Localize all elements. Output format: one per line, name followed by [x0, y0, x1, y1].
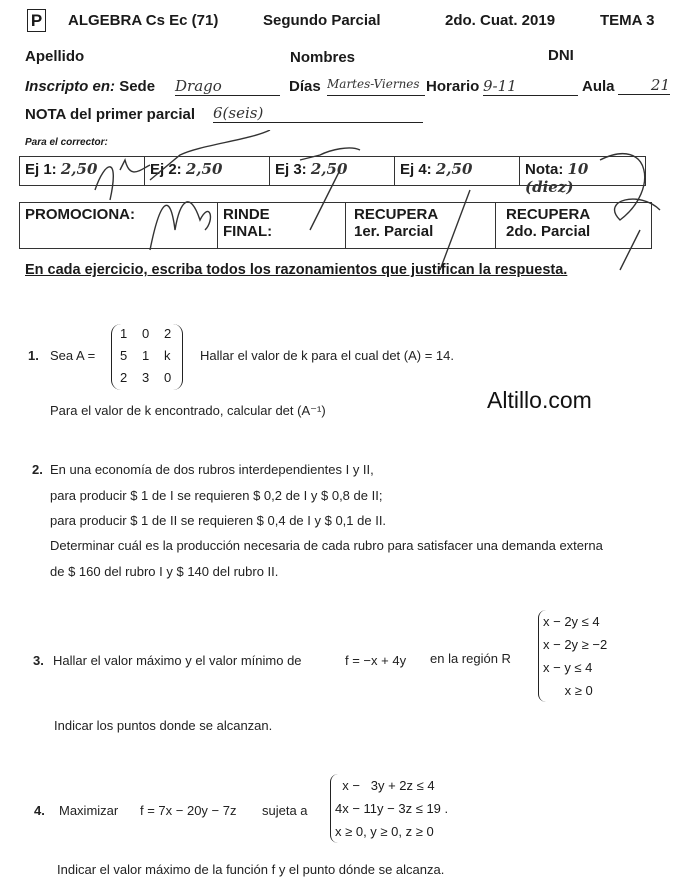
nota-grade[interactable]: 10 (diez) — [525, 160, 589, 196]
corrector-label: Para el corrector: — [25, 137, 108, 148]
recupera2-parcial-label: 2do. Parcial — [506, 223, 591, 240]
exam-title: Segundo Parcial — [263, 12, 381, 29]
instruction-text: En cada ejercicio, escriba todos los razonamientos que justifican la respuesta. — [25, 262, 568, 278]
q4-text2: Indicar el valor máximo de la función f y el punto dónde se alcanza. — [57, 862, 445, 877]
promociona-label: PROMOCIONA: — [25, 206, 135, 223]
q1-number: 1. — [28, 348, 39, 363]
q4-text: Maximizar — [59, 803, 119, 818]
q2-line: para producir $ 1 de I se requieren $ 0,2 de I y $ 0,8 de II; — [50, 488, 383, 503]
ej2-grade[interactable]: 2,50 — [185, 160, 223, 178]
rinde-label: RINDE — [223, 206, 270, 223]
apellido-label: Apellido — [25, 48, 85, 65]
q4-sujeta: sujeta a — [262, 803, 308, 818]
exam-topic: TEMA 3 — [600, 12, 655, 29]
horario-field[interactable]: 9-11 — [483, 77, 578, 96]
q1-text: Hallar el valor de k para el cual det (A) = 14. — [200, 348, 454, 363]
nombres-label: Nombres — [290, 49, 356, 66]
q4-function: f = 7x − 20y − 7z — [140, 803, 237, 818]
watermark: Altillo.com — [487, 387, 592, 413]
horario-label: Horario — [426, 78, 480, 95]
ej1-grade[interactable]: 2,50 — [60, 160, 98, 178]
nota-label: Nota: — [525, 161, 564, 178]
nota-primer-field[interactable]: 6(seis) — [213, 104, 423, 123]
sede-field[interactable]: Drago — [175, 77, 280, 96]
final-label: FINAL: — [223, 223, 273, 240]
ej1-label: Ej 1: — [25, 161, 57, 178]
recupera2-label: RECUPERA — [506, 206, 591, 223]
q3-text: Hallar el valor máximo y el valor mínimo de — [53, 653, 302, 668]
ej3-label: Ej 3: — [275, 161, 307, 178]
q1-sea: Sea A = — [50, 348, 96, 363]
q3-text2: Indicar los puntos donde se alcanzan. — [54, 718, 273, 733]
dias-label: Días — [289, 78, 321, 95]
q2-line: Determinar cuál es la producción necesaria de cada rubro para satisfacer una demanda externa — [50, 538, 603, 553]
ej3-grade[interactable]: 2,50 — [310, 160, 348, 178]
ej4-grade[interactable]: 2,50 — [435, 160, 473, 178]
recupera1-label: RECUPERA — [354, 206, 439, 223]
ej4-label: Ej 4: — [400, 161, 432, 178]
dias-field[interactable]: Martes-Viernes — [327, 77, 425, 96]
q3-function: f = −x + 4y — [345, 653, 407, 668]
q4-number: 4. — [34, 803, 45, 818]
q1-text2: Para el valor de k encontrado, calcular det (A⁻¹) — [50, 403, 326, 418]
section-letter-box: P — [27, 9, 46, 32]
q3-region: en la región R — [430, 651, 511, 666]
exam-term: 2do. Cuat. 2019 — [445, 12, 556, 29]
dni-label: DNI — [548, 47, 574, 64]
ej2-label: Ej 2: — [150, 161, 182, 178]
aula-field[interactable]: 21 — [618, 76, 670, 95]
course-title: ALGEBRA Cs Ec (71) — [68, 12, 219, 29]
q2-number: 2. — [32, 462, 43, 477]
q4-constraints: x − 3y + 2z ≤ 4 4x − 11y − 3z ≤ 19 . x ≥ 0, y ≥ 0, z ≥ 0 — [330, 774, 448, 843]
q3-number: 3. — [33, 653, 44, 668]
q2-line: En una economía de dos rubros interdependientes I y II, — [50, 462, 374, 477]
aula-label: Aula — [582, 78, 615, 95]
q2-line: para producir $ 1 de II se requieren $ 0,4 de I y $ 0,1 de II. — [50, 513, 387, 528]
sede-label: Sede — [119, 78, 156, 95]
nota-primer-label: NOTA del primer parcial — [25, 106, 196, 123]
q3-constraints: x − 2y ≤ 4 x − 2y ≥ −2 x − y ≤ 4 x ≥ 0 — [538, 610, 607, 702]
q2-line: de $ 160 del rubro I y $ 140 del rubro II. — [50, 564, 279, 579]
recupera1-parcial-label: 1er. Parcial — [354, 223, 434, 240]
matrix-a: 1 0 2 5 1 k 2 3 0 — [111, 324, 183, 390]
inscripto-label: Inscripto en: — [25, 78, 116, 95]
